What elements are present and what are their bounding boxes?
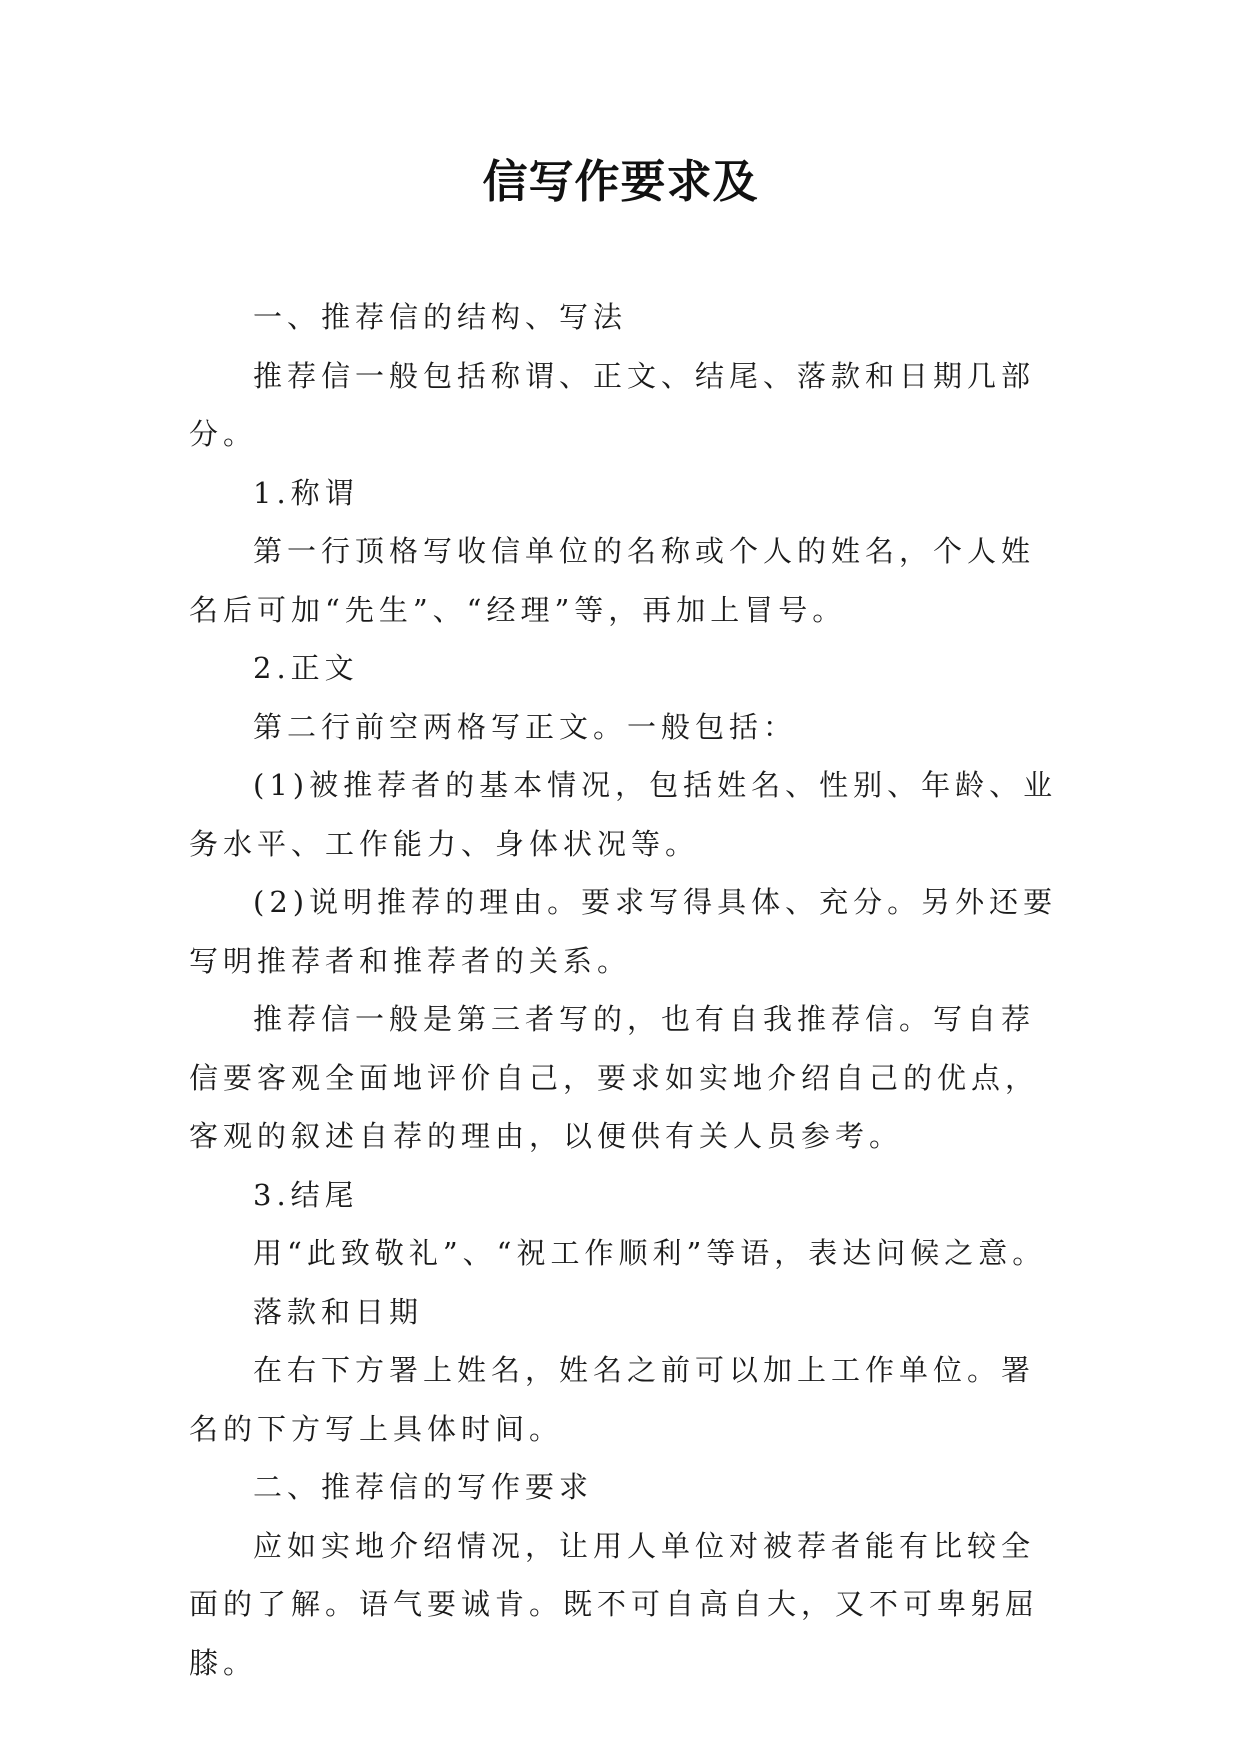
subheading-salutation: 1.称谓 — [253, 475, 359, 510]
paragraph-self-recommendation: 推荐信一般是第三者写的，也有自我推荐信。写自荐信要客观全面地评价自己，要求如实地介绍自己的优点，客观的叙述自荐的理由，以便供有关人员参考。 — [189, 1002, 1040, 1153]
paragraph-salutation: 第一行顶格写收信单位的名称或个人的姓名，个人姓名后可加“先生”、“经理”等，再加上冒号。 — [189, 534, 1036, 627]
subheading-closing: 3.结尾 — [253, 1177, 359, 1212]
paragraph-requirements: 应如实地介绍情况，让用人单位对被荐者能有比较全面的了解。语气要诚肯。既不可自高自大，又不可卑躬屈膝。 — [189, 1528, 1040, 1680]
subheading-body: 2.正文 — [253, 651, 359, 685]
paragraph-body-intro: 第二行前空两格写正文。一般包括： — [253, 709, 798, 744]
document-body — [189, 288, 1061, 1692]
list-item-reasons: (2)说明推荐的理由。要求写得具体、充分。另外还要写明推荐者和推荐者的关系。 — [189, 885, 1058, 978]
section-heading-requirements: 二、推荐信的写作要求 — [253, 1470, 594, 1504]
paragraph-closing: 用“此致敬礼”、“祝工作顺利”等语，表达问候之意。 — [253, 1236, 1047, 1270]
document-title: 信写作要求及 — [482, 155, 759, 208]
paragraph-parts-overview: 推荐信一般包括称谓、正文、结尾、落款和日期几部分。 — [189, 358, 1036, 451]
section-heading-structure: 一、推荐信的结构、写法 — [253, 300, 628, 334]
paragraph-signature-date: 在右下方署上姓名，姓名之前可以加上工作单位。署名的下方写上具体时间。 — [189, 1353, 1036, 1446]
subheading-signature-date: 落款和日期 — [253, 1294, 424, 1329]
list-item-basic-info: (1)被推荐者的基本情况，包括姓名、性别、年龄、业务水平、工作能力、身体状况等。 — [189, 768, 1058, 861]
